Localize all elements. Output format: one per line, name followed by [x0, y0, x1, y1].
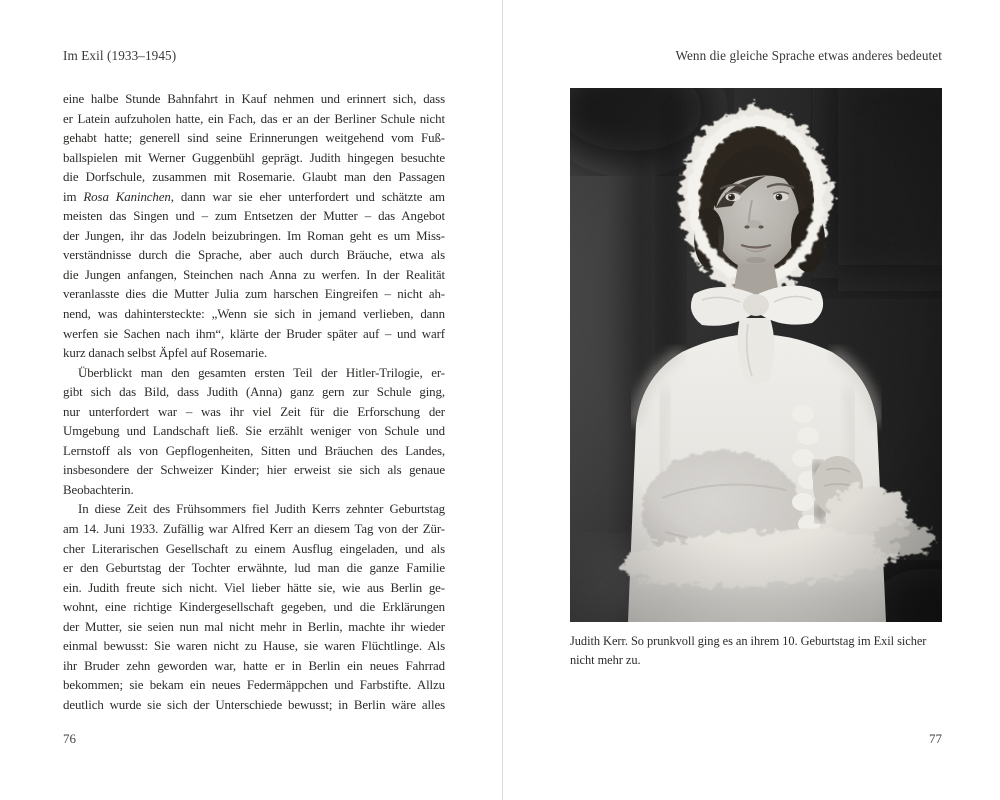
running-header-right: Wenn die gleiche Sprache etwas anderes bedeutet [675, 48, 942, 63]
text-line: Lernstoff als von Gepflogenheiten, Sitten und Bräuchen des Landes, [63, 443, 445, 458]
text-line: einmal bewusst: Sie waren nicht zu Hause, sie waren Flüchtlinge. Als [63, 639, 445, 654]
text-line: Überblickt man den gesamten ersten Teil der Hitler-Trilogie, er- [78, 365, 445, 380]
page-number-left: 76 [63, 731, 76, 746]
text-line: ihr Bruder zehn geworden war, hatte er in Berlin ein neues Fahrrad [63, 658, 445, 673]
page-number-right: 77 [929, 731, 942, 746]
text-line: bekommen; sie bekam ein neues Federmäppchen und Farbstifte. Allzu [63, 678, 445, 693]
text-line: deutlich wurde sie sich der Unterschiede bewusst; in Berlin wäre alles [63, 697, 445, 712]
running-header-left: Im Exil (1933–1945) [63, 48, 177, 63]
text-line: gehabt hatte; generell sind seine Erinnerungen weitgehend vom Fuß- [63, 131, 445, 146]
text-line: die Dorfschule, zusammen mit Rosemarie. Glaubt man den Passagen [63, 170, 445, 185]
portrait-photo [570, 88, 942, 622]
text-line: er den Geburtstag der Tochter erwähnte, lud man die ganze Familie [63, 561, 445, 576]
text-line: Umgebung und Landschaft ließ. Sie erzählt weniger von Schule und [63, 424, 445, 439]
text-line: nur unterfordert war – was ihr viel Zeit für die Erforschung der [63, 404, 445, 419]
text-line: er Latein aufzuholen hatte, ein Fach, das er an der Berliner Schule nicht [63, 111, 445, 126]
text-line: die Jungen anfangen, Steinchen nach Anna zu werfen. In der Realität [63, 267, 445, 282]
text-line: werfen sie Sachen nach ihm“, klärte der Bruder später auf – und warf [63, 326, 445, 341]
text-line: Beobachterin. [63, 482, 134, 497]
text-line: der Jungen, ihr das Jodeln beizubringen. Im Roman geht es um Miss- [63, 228, 445, 243]
text-line: gibt sich das Bild, dass Judith (Anna) ganz gern zur Schule ging, [63, 385, 445, 400]
text-line: nend, was dahintersteckte: „Wenn sie sich in jemand verlieben, dann [63, 307, 445, 322]
text-line: der Mutter, sie seien nun mal nicht mehr in Berlin, machte ihr wieder [63, 619, 445, 634]
text-line: kurz danach selbst Äpfel auf Rosemarie. [63, 346, 268, 361]
text-line: meisten das Singen und – zum Entsetzen der Mutter – das Angebot [63, 209, 445, 224]
text-line: eine halbe Stunde Bahnfahrt in Kauf nehmen und erinnert sich, dass [63, 92, 445, 106]
text-line: am 14. Juni 1933. Zufällig war Alfred Kerr an diesem Tag von der Zür- [63, 522, 445, 537]
page-gutter-divider [502, 0, 503, 800]
body-text-column [63, 90, 445, 716]
text-line: insbesondere der Schweizer Kinder; hier erweist sie sich als genaue [63, 463, 445, 478]
text-line: In diese Zeit des Frühsommers fiel Judith Kerrs zehnter Geburtstag [78, 502, 445, 517]
text-line: ein. Judith freute sich nicht. Viel lieber hätte sie, wie aus Berlin ge- [63, 580, 445, 595]
photo-caption: Judith Kerr. So prunkvoll ging es an ihrem 10. Geburtstag im Exil sicher nicht mehr zu. [570, 634, 927, 667]
text-line: wohnt, eine richtige Kindergesellschaft gegeben, und die Erklärungen [63, 600, 445, 615]
text-line: ballspielen mit Werner Guggenbühl geprägt. Judith hingegen besuchte [63, 150, 445, 165]
text-line: verständnisse durch die Sprache, aber auch durch Bräuche, etwa als [63, 248, 445, 263]
text-line: veranlasste dies die Mutter Julia zum harschen Eingreifen – nicht ah- [63, 287, 445, 302]
text-line: cher Literarischen Gesellschaft zu einem Ausflug eingeladen, und als [63, 541, 445, 556]
text-line: im Rosa Kaninchen, dann war sie eher unterfordert und schätzte am [63, 189, 445, 204]
